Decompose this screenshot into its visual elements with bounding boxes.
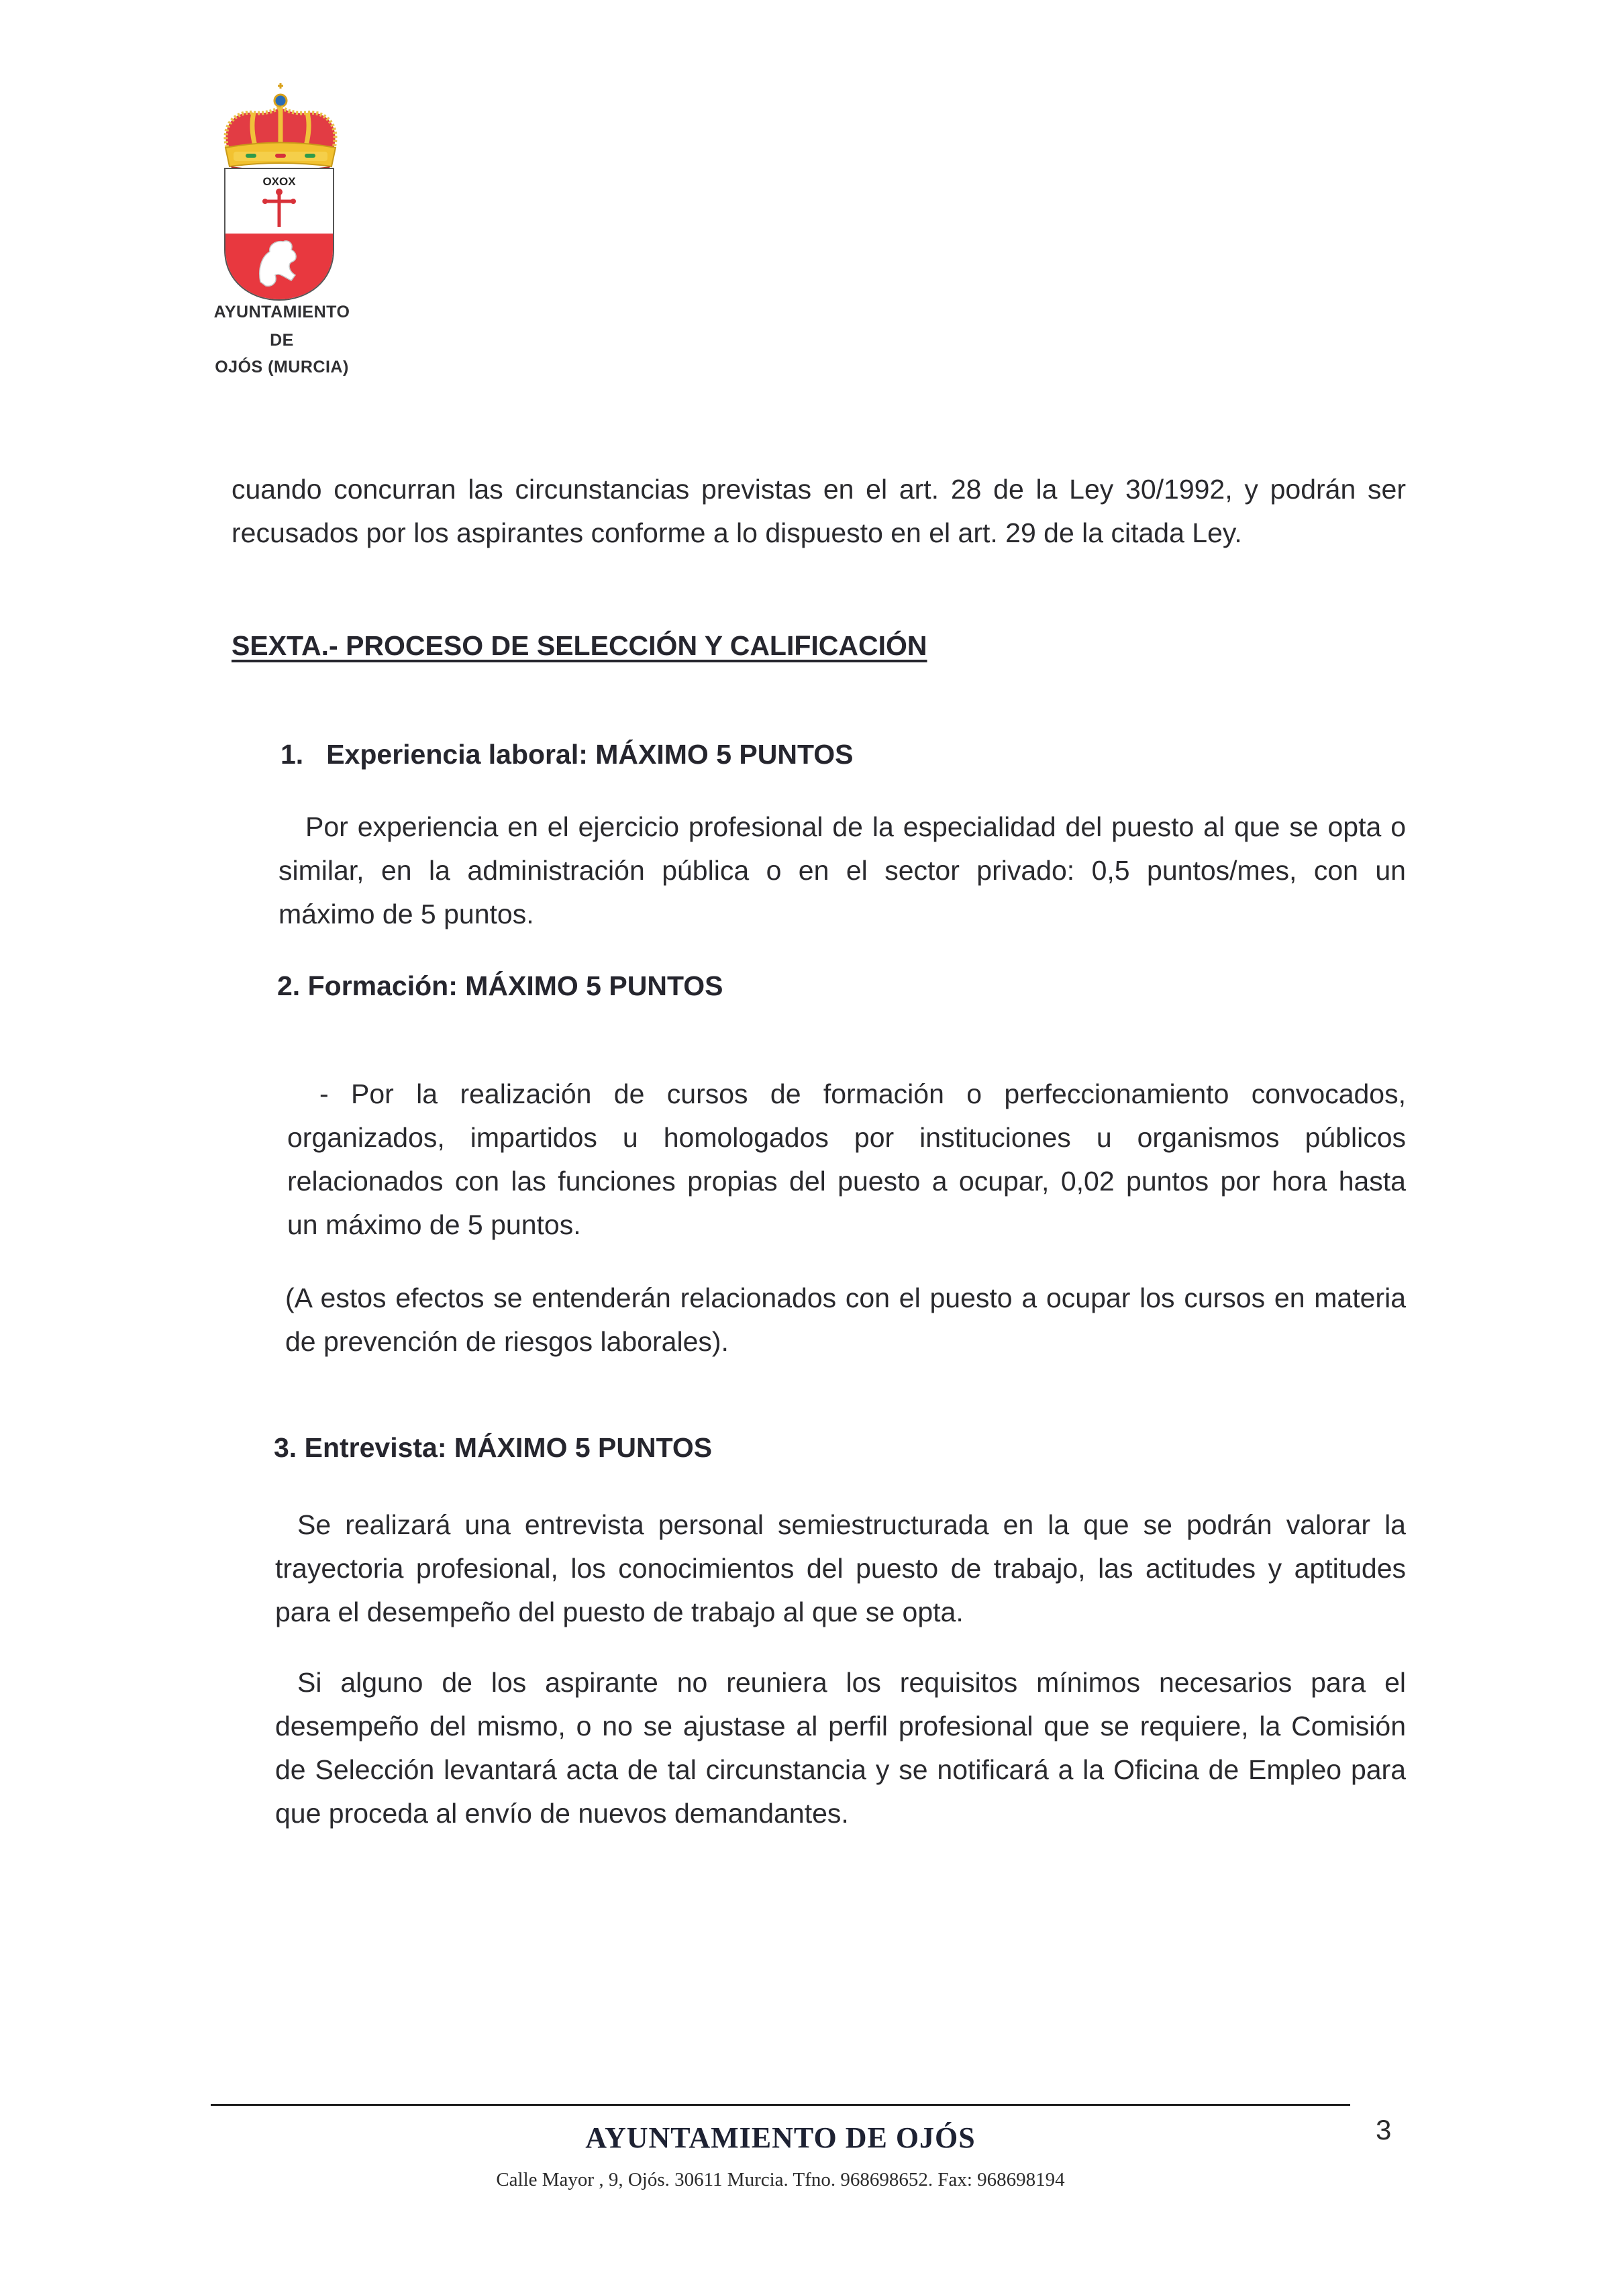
item-title: Experiencia laboral: <box>326 739 596 770</box>
text-line: trayectoria profesional, los conocimientos del puesto de trabajo, las actitudes y aptitudes <box>275 1553 1406 1584</box>
item-1-paragraph <box>278 805 1406 936</box>
coat-of-arms-icon <box>213 81 348 309</box>
item-1-heading <box>281 733 854 776</box>
text-line: que proceda al envío de nuevos demandantes. <box>275 1798 849 1829</box>
text-line: máximo de 5 puntos. <box>278 899 534 929</box>
org-name-line-3: OJÓS (MURCIA) <box>215 358 349 376</box>
page-number: 3 <box>1376 2114 1392 2145</box>
org-name-line-2: DE <box>270 331 294 350</box>
item-number: 1. <box>281 739 304 770</box>
text-line: similar, en la administración pública o en el sector privado: 0,5 puntos/mes, con un <box>278 855 1406 886</box>
text-line: recusados por los aspirantes conforme a lo dispuesto en el art. 29 de la citada Ley. <box>232 517 1242 548</box>
text-line: un máximo de 5 puntos. <box>287 1209 581 1240</box>
crown-icon <box>225 83 336 174</box>
footer-title: AYUNTAMIENTO DE OJÓS <box>585 2121 976 2154</box>
footer-divider <box>211 2104 1350 2106</box>
item-2-heading <box>277 964 723 1008</box>
item-max-points: MÁXIMO 5 PUNTOS <box>454 1432 713 1463</box>
shield-icon <box>225 168 334 300</box>
item-3-paragraph-2 <box>275 1661 1406 1835</box>
text-line: de prevención de riesgos laborales). <box>285 1326 729 1357</box>
text-line: - Por la realización de cursos de formación o perfeccionamiento convocados, <box>319 1078 1406 1109</box>
item-number: 3. <box>274 1432 297 1463</box>
text-line: relacionados con las funciones propias del puesto a ocupar, 0,02 puntos por hora hasta <box>287 1166 1406 1197</box>
text-line: para el desempeño del puesto de trabajo al que se opta. <box>275 1597 964 1627</box>
item-number: 2. <box>277 970 301 1001</box>
item-max-points: MÁXIMO 5 PUNTOS <box>465 970 723 1001</box>
text-line: organizados, impartidos u homologados por instituciones u organismos públicos <box>287 1122 1406 1153</box>
text-line: Se realizará una entrevista personal semiestructurada en la que se podrán valorar la <box>297 1509 1406 1540</box>
text-line: (A estos efectos se entenderán relacionados con el puesto a ocupar los cursos en materia <box>285 1282 1406 1313</box>
svg-text:OXOX: OXOX <box>262 175 296 188</box>
item-title: Formación: <box>307 970 466 1001</box>
item-title: Entrevista: <box>304 1432 454 1463</box>
item-3-heading <box>274 1426 712 1470</box>
footer-address: Calle Mayor , 9, Ojós. 30611 Murcia. Tfno. 968698652. Fax: 968698194 <box>496 2169 1065 2190</box>
item-2-paragraph-2 <box>285 1276 1406 1364</box>
text-line: Si alguno de los aspirante no reuniera los requisitos mínimos necesarios para el <box>297 1667 1406 1698</box>
text-line: cuando concurran las circunstancias previstas en el art. 28 de la Ley 30/1992, y podrán ser <box>232 474 1406 505</box>
text-line: desempeño del mismo, o no se ajustase al perfil profesional que se requiere, la Comisión <box>275 1711 1406 1741</box>
item-max-points: MÁXIMO 5 PUNTOS <box>595 739 854 770</box>
org-name-line-1: AYUNTAMIENTO <box>213 303 350 321</box>
item-3-paragraph-1 <box>275 1503 1406 1634</box>
intro-paragraph <box>232 468 1406 555</box>
item-2-paragraph-1 <box>287 1072 1406 1247</box>
text-line: de Selección levantará acta de tal circunstancia y se notificará a la Oficina de Empleo para <box>275 1754 1406 1785</box>
text-line: Por experiencia en el ejercicio profesional de la especialidad del puesto al que se opta o <box>305 811 1406 842</box>
section-title: SEXTA.- PROCESO DE SELECCIÓN Y CALIFICACIÓN <box>232 630 927 661</box>
